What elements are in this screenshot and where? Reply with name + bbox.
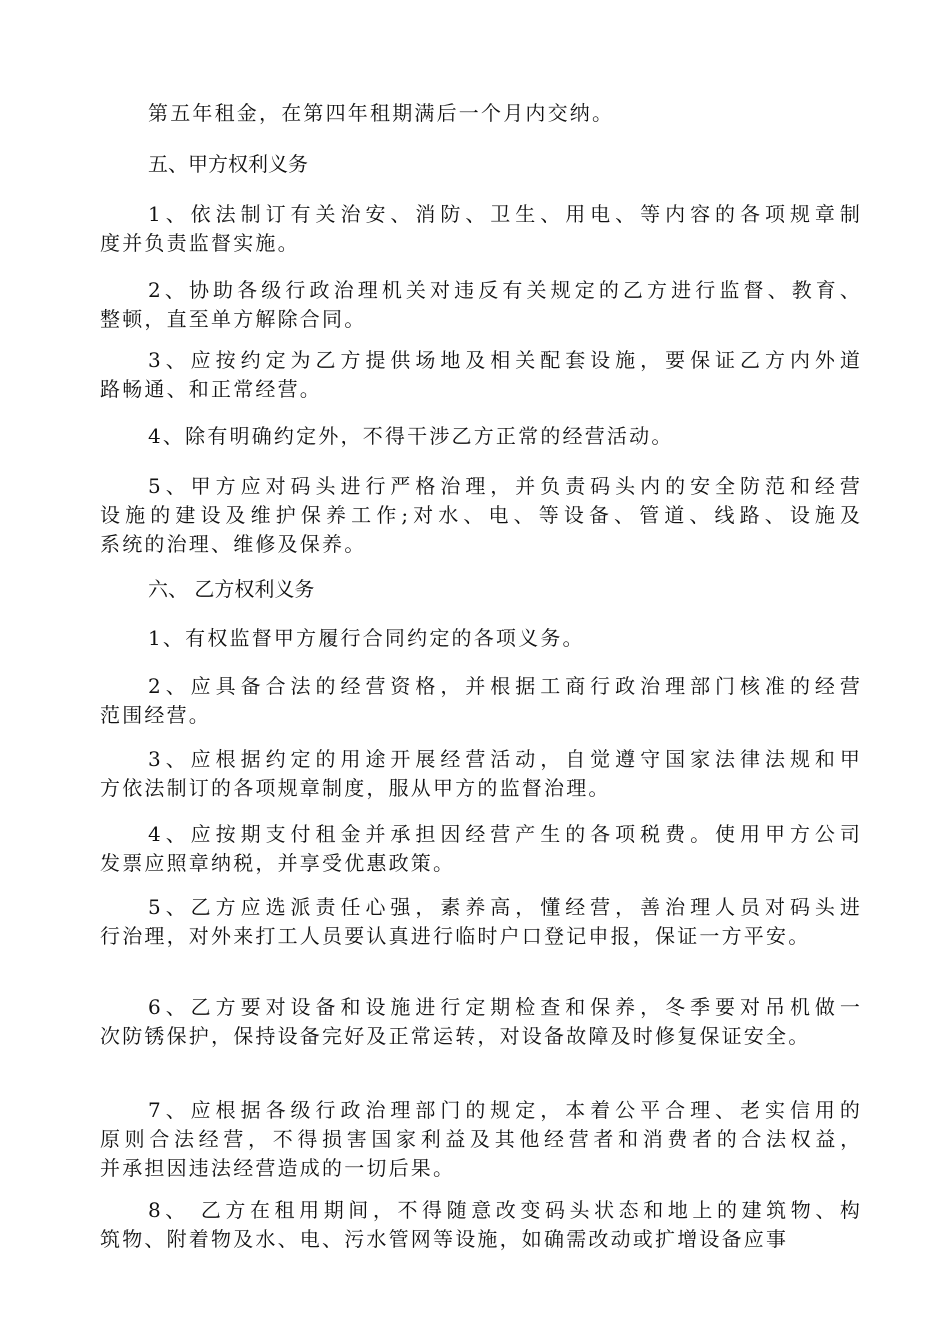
paragraph-b1	[100, 624, 860, 653]
text-line: 度并负责监督实施。	[100, 231, 300, 255]
text-line: 行治理，对外来打工人员要认真进行临时户口登记申报，保证一方平安。	[100, 924, 811, 948]
text-line: 7、应根据各级行政治理部门的规定，本着公平合理、老实信用的	[148, 1098, 865, 1122]
paragraph-b6	[100, 993, 865, 1051]
text-line: 设施的建设及维护保养工作;对水、电、等设备、管道、线路、设施及	[100, 503, 866, 527]
text-line: 方依法制订的各项规章制度，服从甲方的监督治理。	[100, 776, 611, 800]
text-line: 次防锈保护，保持设备完好及正常运转，对设备故障及时修复保证安全。	[100, 1024, 811, 1048]
text-line: 5、甲方应对码头进行严格治理，并负责码头内的安全防范和经营	[148, 474, 865, 498]
paragraph-b2	[100, 672, 865, 730]
text-line: 3、应根据约定的用途开展经营活动，自觉遵守国家法律法规和甲	[148, 747, 865, 771]
text-line: 5、乙方应选派责任心强，素养高，懂经营，善治理人员对码头进	[148, 895, 865, 919]
text-line: 6、乙方要对设备和设施进行定期检查和保养，冬季要对吊机做一	[148, 995, 865, 1019]
text-line: 系统的治理、维修及保养。	[100, 532, 367, 556]
paragraph-a2	[100, 276, 865, 334]
paragraph-b8	[100, 1196, 865, 1254]
text-line: 路畅通、和正常经营。	[100, 377, 322, 401]
paragraph-a4	[100, 422, 860, 451]
paragraph-b5	[100, 893, 865, 951]
section-heading-6: 六、 乙方权利义务	[148, 577, 315, 601]
paragraph-b7	[100, 1096, 865, 1183]
text-line: 2、协助各级行政治理机关对违反有关规定的乙方进行监督、教育、	[148, 278, 865, 302]
text-line: 筑物、附着物及水、电、污水管网等设施，如确需改动或扩增设备应事	[100, 1227, 789, 1251]
text-line: 1、依法制订有关治安、消防、卫生、用电、等内容的各项规章制	[148, 202, 865, 226]
text-line: 1、有权监督甲方履行合同约定的各项义务。	[148, 626, 585, 650]
paragraph-rent-year5	[100, 99, 860, 128]
text-line: 原则合法经营，不得损害国家利益及其他经营者和消费者的合法权益，	[100, 1127, 865, 1151]
text-line: 整顿，直至单方解除合同。	[100, 307, 367, 331]
section-heading-5: 五、甲方权利义务	[148, 152, 308, 176]
text-line: 2、应具备合法的经营资格，并根据工商行政治理部门核准的经营	[148, 674, 865, 698]
paragraph-b4	[100, 820, 865, 878]
text-line: 并承担因违法经营造成的一切后果。	[100, 1156, 456, 1180]
text-line: 发票应照章纳税，并享受优惠政策。	[100, 851, 456, 875]
text-line: 8、 乙方在租用期间，不得随意改变码头状态和地上的建筑物、构	[148, 1198, 865, 1222]
paragraph-a3	[100, 346, 865, 404]
paragraph-a1	[100, 200, 865, 258]
text-line: 3、应按约定为乙方提供场地及相关配套设施，要保证乙方内外道	[148, 348, 865, 372]
paragraph-b3	[100, 745, 865, 803]
paragraph-a5	[100, 472, 866, 559]
text-line: 范围经营。	[100, 703, 211, 727]
text-line: 4、应按期支付租金并承担因经营产生的各项税费。使用甲方公司	[148, 822, 865, 846]
text-line: 4、除有明确约定外，不得干涉乙方正常的经营活动。	[148, 424, 674, 448]
text-line: 第五年租金，在第四年租期满后一个月内交纳。	[148, 101, 615, 125]
